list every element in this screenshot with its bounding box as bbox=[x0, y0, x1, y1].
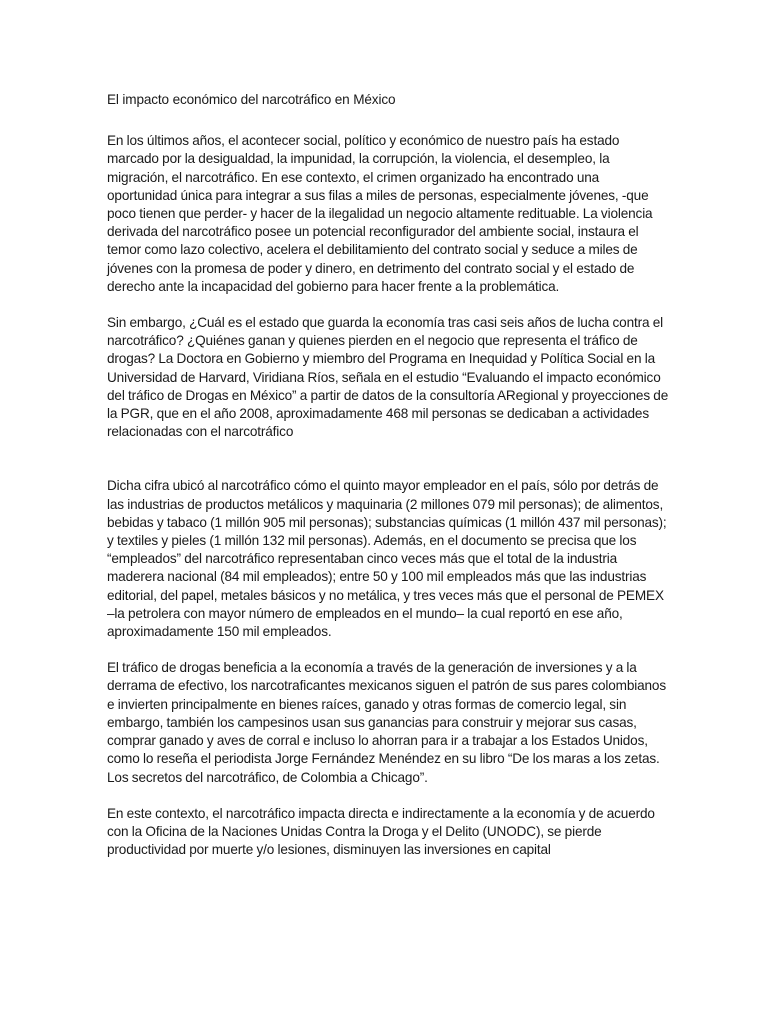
paragraph-employment: Dicha cifra ubicó al narcotráfico cómo el quinto mayor empleador en el país, sólo por detrás de las industrias de productos metálicos y maquinaria (2 millones 079 mil personas); de alimentos, bebidas y tabaco (1 millón 905 mil personas); substancias químicas (1 millón 437 mil personas); y textiles y pieles (1 millón 132 mil personas). Además, en el documento se precisa que los “empleados” del narcotráfico representaban cinco veces más que el total de la industria maderera nacional (84 mil empleados); entre 50 y 100 mil empleados más que las industrias editorial, del papel, metales básicos y no metálica, y tres veces más que el personal de PEMEX –la petrolera con mayor número de empleados en el mundo– la cual reportó en ese año, aproximadamente 150 mil empleados. bbox=[107, 478, 667, 640]
document-body bbox=[107, 91, 669, 859]
spacer bbox=[107, 296, 669, 314]
spacer bbox=[107, 787, 669, 805]
paragraph-investment: El tráfico de drogas beneficia a la economía a través de la generación de inversiones y a la derrama de efectivo, los narcotraficantes mexicanos siguen el patrón de sus pares colombianos e invierten principalmente en bienes raíces, ganado y otras formas de comercio legal, sin embargo, también los campesinos usan sus ganancias para construir y mejorar sus casas, comprar ganado y aves de corral e incluso lo ahorran para ir a trabajar a los Estados Unidos, como lo reseña el periodista Jorge Fernández Menéndez en su libro “De los maras a los zetas. Los secretos del narcotráfico, de Colombia a Chicago”. bbox=[107, 660, 666, 785]
spacer bbox=[107, 109, 669, 132]
spacer bbox=[107, 441, 669, 477]
paragraph-context: En este contexto, el narcotráfico impacta directa e indirectamente a la economía y de acuerdo con la Oficina de la Naciones Unidas Contra la Droga y el Delito (UNODC), se pierde productividad por muerte y/o lesiones, disminuyen las inversiones en capital bbox=[107, 805, 655, 858]
spacer bbox=[107, 641, 669, 659]
document-title: El impacto económico del narcotráfico en México bbox=[107, 92, 396, 107]
paragraph-intro: En los últimos años, el acontecer social, político y económico de nuestro país ha estado marcado por la desigualdad, la impunidad, la corrupción, la violencia, el desempleo, la migración, el narcotráfico. En ese contexto, el crimen organizado ha encontrado una oportunidad única para integrar a sus filas a miles de personas, especialmente jóvenes, -que poco tienen que perder- y hacer de la ilegalidad un negocio altamente redituable. La violencia derivada del narcotráfico posee un potencial reconfigurador del ambiente social, instaura el temor como lazo colectivo, acelera el debilitamiento del contrato social y seduce a miles de jóvenes con la promesa de poder y dinero, en detrimento del contrato social y el estado de derecho ante la incapacidad del gobierno para hacer frente a la problemática. bbox=[107, 133, 653, 294]
paragraph-question: Sin embargo, ¿Cuál es el estado que guarda la economía tras casi seis años de lucha contra el narcotráfico? ¿Quiénes ganan y quienes pierden en el negocio que representa el tráfico de drogas? La Doctora en Gobierno y miembro del Programa en Inequidad y Política Social en la Universidad de Harvard, Viridiana Ríos, señala en el estudio “Evaluando el impacto económico del tráfico de Drogas en México” a partir de datos de la consultoría ARegional y proyecciones de la PGR, que en el año 2008, aproximadamente 468 mil personas se dedicaban a actividades relacionadas con el narcotráfico bbox=[107, 315, 669, 440]
